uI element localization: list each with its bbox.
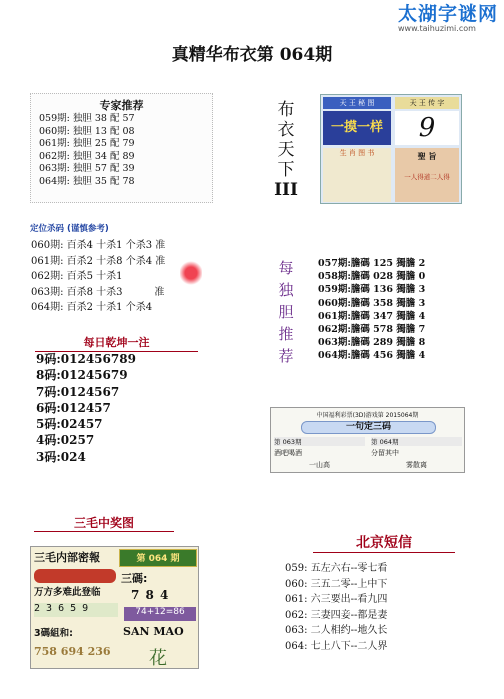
slogan-char: 独 xyxy=(278,281,294,299)
slogan-char: 每 xyxy=(278,259,294,277)
yiju-right-period: 第 064期 xyxy=(371,437,462,446)
list-item: 057期:膽碼 125 獨膽 2 xyxy=(318,258,426,269)
expert-list xyxy=(31,113,212,188)
dingwei-title: 定位杀码 (谨慎参考) xyxy=(30,224,109,234)
list-item: 062期: 独胆 34 配 89 xyxy=(39,150,135,162)
site-logo[interactable] xyxy=(398,4,502,32)
list-item: 063期: 独胆 57 配 39 xyxy=(39,163,135,174)
list-item: 060期:膽碼 358 獨膽 3 xyxy=(318,297,426,309)
sanmao-flower: 花 xyxy=(149,648,167,666)
slogan-char: 布 xyxy=(277,100,295,120)
list-item: 062: 三妻四妾--都是妻 xyxy=(285,609,388,621)
yiju-right-line2: 雾散离 xyxy=(406,461,427,469)
slogan-meidu xyxy=(271,257,301,367)
yiju-left-period: 第 063期 xyxy=(274,437,365,446)
list-item: 064期: 独胆 35 配 78 xyxy=(39,175,135,187)
slogan-char: III xyxy=(274,180,298,200)
list-item: 4码:0257 xyxy=(36,433,95,448)
list-item: 063期: 百杀8 十杀3 准 xyxy=(31,286,165,298)
list-item: 064期:膽碼 456 獨膽 4 xyxy=(318,350,426,362)
sanmao-slogan: 万方多难此登临 xyxy=(34,587,101,598)
site-url: www.taihuzimi.com xyxy=(398,24,476,33)
beijing-title: 北京短信 xyxy=(313,532,455,553)
slogan-char: 天 xyxy=(277,140,295,160)
list-item: 059期: 独胆 38 配 57 xyxy=(39,113,135,124)
slogan-buyi xyxy=(264,100,308,200)
shengzhi-text: 一人得道二人得 xyxy=(404,173,450,181)
tianwang-sub-left: 生 肖 图 书 xyxy=(323,148,391,202)
beijing-list xyxy=(285,561,387,654)
list-item: 060: 三五二零--上中下 xyxy=(285,578,388,590)
list-item: 064期: 百杀2 十杀1 个杀4 xyxy=(31,302,153,313)
list-item: 8码:01245679 xyxy=(36,368,128,383)
list-item: 063期:膽碼 289 獨膽 8 xyxy=(318,337,426,349)
sanmao-header: 三毛内部密報 xyxy=(34,551,100,564)
sanmao-sum: 74+12=86 xyxy=(124,607,196,621)
list-item: 061期: 百杀2 十杀8 个杀4 准 xyxy=(31,255,166,267)
list-item: 059期:膽碼 136 獨膽 3 xyxy=(318,284,426,296)
slogan-char: 荐 xyxy=(278,347,294,365)
slogan-char: 胆 xyxy=(278,303,294,321)
tianwang-glyph: 9 xyxy=(395,111,459,145)
list-item: 061期: 独胆 25 配 79 xyxy=(39,138,135,149)
sanma-value: 7 8 4 xyxy=(131,588,170,602)
qiankun-title: 每日乾坤一注 xyxy=(35,334,198,352)
list-item: 062期: 百杀5 十杀1 xyxy=(31,271,123,282)
shengzhi-label: 聖 旨 xyxy=(417,152,437,161)
list-item: 060期: 百杀4 十杀1 个杀3 准 xyxy=(31,240,166,251)
dingwei-list xyxy=(31,238,165,316)
expert-panel-title: 专家推荐 xyxy=(99,99,144,112)
sanmao-brand: SAN MAO xyxy=(123,625,184,638)
list-item: 060期: 独胆 13 配 08 xyxy=(39,125,135,137)
sanmao-red-banner xyxy=(34,569,116,583)
yiju-left-line1: 酒吧喝酒 xyxy=(274,449,302,457)
list-item: 058期:膽碼 028 獨膽 0 xyxy=(318,271,426,283)
list-item: 061: 六三要出--看九四 xyxy=(285,594,388,605)
sanmao-card xyxy=(30,546,199,669)
yiju-left-line2: 一山高 xyxy=(309,461,330,469)
sanmao-digits: 2 3 6 5 9 xyxy=(34,603,118,617)
list-item: 6码:012457 xyxy=(36,400,111,415)
sanmao-badge: 第 064 期 xyxy=(119,549,197,567)
tianwang-banner: 一摸一样 xyxy=(323,111,391,145)
site-name: 太湖字谜网 xyxy=(398,3,499,25)
page-title: 真精华布衣第 064期 xyxy=(171,45,333,65)
slogan-char: 下 xyxy=(277,160,295,180)
list-item: 059: 五左六右--零七看 xyxy=(285,563,388,574)
zuhe-value: 758 694 236 xyxy=(34,645,111,658)
tianwang-sub-right xyxy=(395,148,459,202)
yiju-title: 一句定三码 xyxy=(301,421,436,434)
tianwang-left-label: 天 王 秘 图 xyxy=(323,97,391,109)
list-item: 5码:02457 xyxy=(36,417,103,432)
yiju-header: 中国福利彩票(3D)游戏第 2015064期 xyxy=(316,412,419,419)
list-item: 064: 七上八下--二人界 xyxy=(285,640,388,652)
qiankun-list xyxy=(36,351,136,465)
list-item: 9码:012456789 xyxy=(36,352,136,366)
zuhe-label: 3碼組和: xyxy=(34,628,73,639)
slogan-char: 推 xyxy=(278,325,294,343)
slogan-char: 衣 xyxy=(277,120,295,140)
expert-panel xyxy=(30,93,213,203)
dudan-list xyxy=(318,257,425,363)
list-item: 062期:膽碼 578 獨膽 7 xyxy=(318,324,426,336)
list-item: 3码:024 xyxy=(36,449,86,464)
list-item: 061期:膽碼 347 獨膽 4 xyxy=(318,310,426,322)
list-item: 063: 二人相约--地久长 xyxy=(285,625,388,636)
tianwang-right-label: 天 王 传 字 xyxy=(395,97,459,109)
red-blot-decoration xyxy=(180,260,202,286)
sanmao-title: 三毛中奖图 xyxy=(34,514,174,532)
sanma-label: 三碼: xyxy=(121,572,148,585)
yiju-right-line1: 分留其中 xyxy=(371,449,399,457)
yiju-card xyxy=(270,407,465,473)
tianwang-image xyxy=(320,94,462,204)
list-item: 7码:0124567 xyxy=(36,384,120,399)
